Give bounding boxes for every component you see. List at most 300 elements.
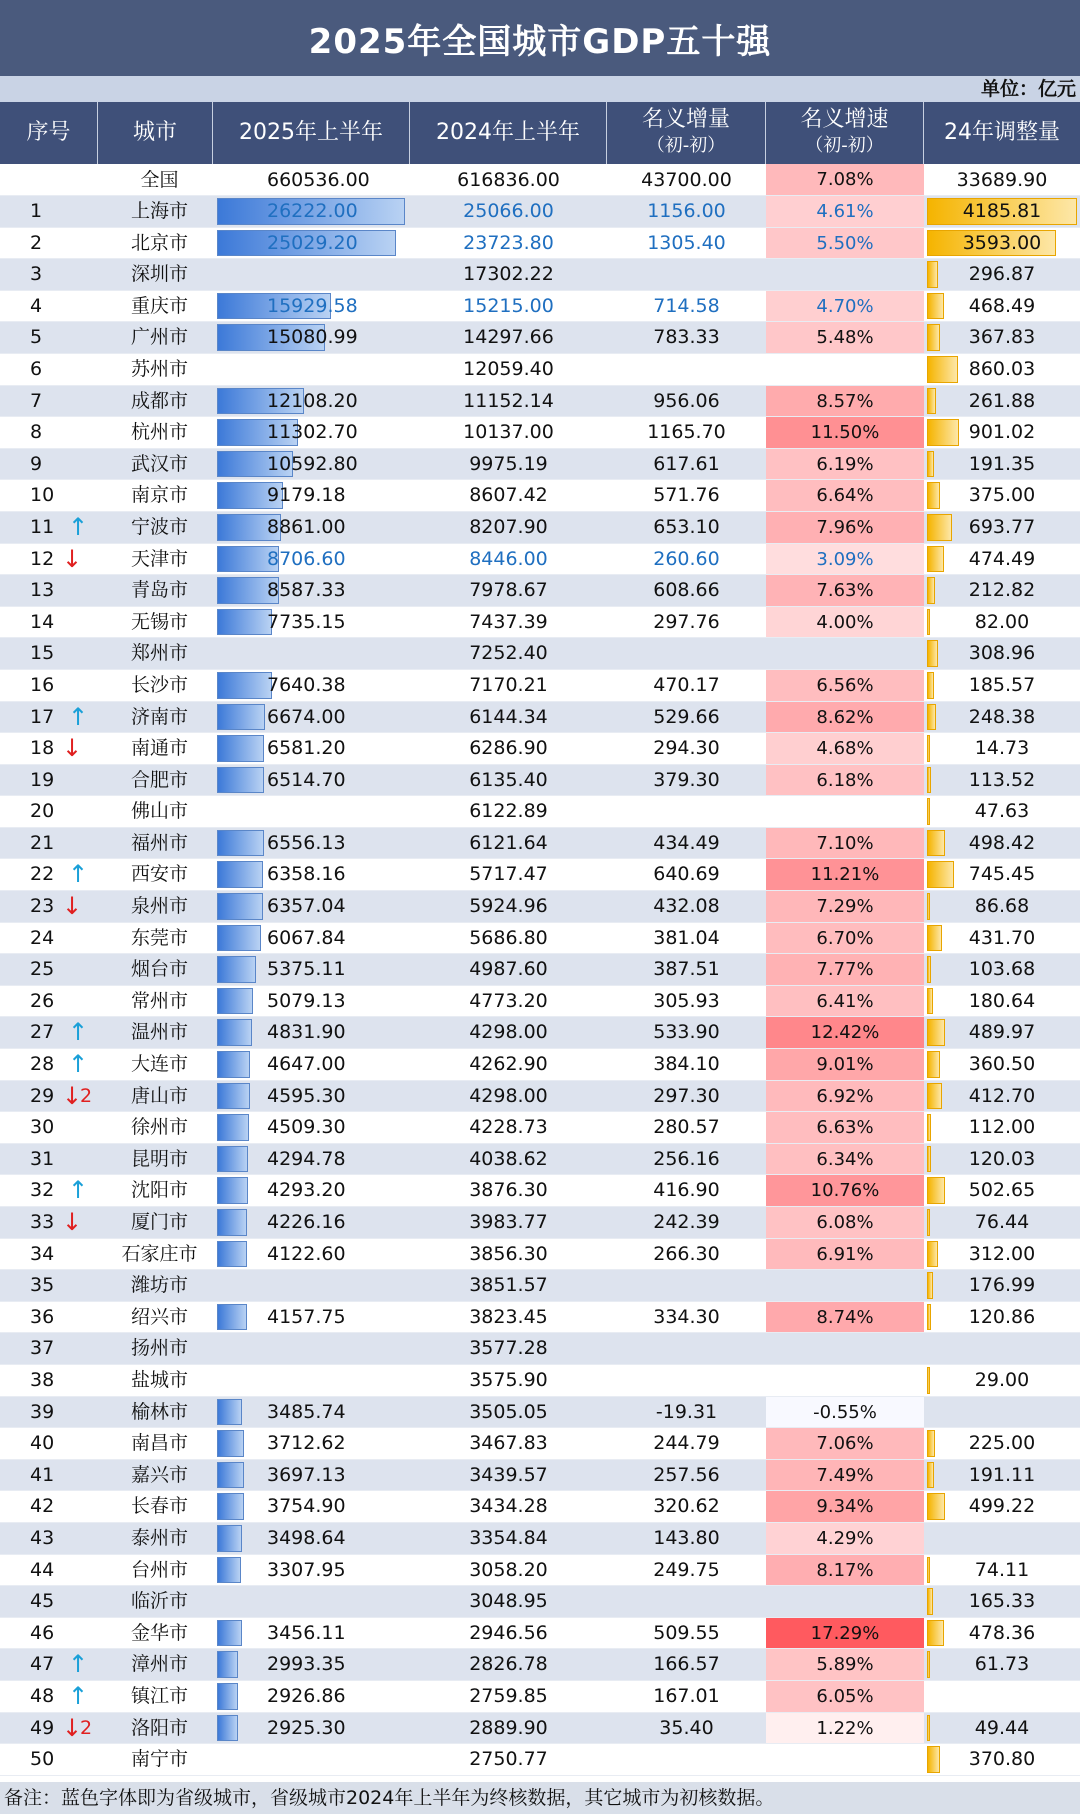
cur-cell — [213, 480, 410, 511]
cur-value — [213, 1337, 267, 1359]
inc-value: 640.69 — [653, 863, 720, 886]
rank-change-count: 2 — [80, 1716, 93, 1739]
adjustment-bar — [927, 640, 938, 667]
cur-cell — [213, 322, 410, 353]
prev-value: 8207.90 — [469, 515, 548, 538]
inc-cell — [607, 544, 766, 575]
cur-cell — [213, 512, 410, 543]
rate-cell — [766, 859, 924, 890]
rank-cell — [0, 1144, 98, 1175]
rank-number: 26 — [30, 989, 55, 1012]
table-row — [0, 1618, 1080, 1650]
rate-value: 6.18% — [816, 769, 874, 791]
adj-cell — [924, 1207, 1080, 1238]
adj-value: 745.45 — [968, 863, 1036, 886]
table-row — [0, 1428, 1080, 1460]
city-cell — [98, 828, 213, 859]
cur-cell — [213, 1397, 410, 1428]
adj-value: 498.42 — [968, 831, 1036, 854]
rank-number: 35 — [30, 1274, 55, 1297]
inc-value: 1305.40 — [647, 231, 726, 254]
city-name: 泉州市 — [130, 895, 188, 918]
prev-value: 3439.57 — [469, 1463, 548, 1486]
city-name: 绍兴市 — [130, 1305, 188, 1328]
rate-value: 5.48% — [816, 327, 874, 349]
adj-value: 261.88 — [968, 389, 1036, 412]
cur-cell — [213, 1365, 410, 1396]
rate-value: 4.68% — [816, 738, 874, 760]
adj-value: 120.03 — [968, 1147, 1036, 1170]
cur-cell — [213, 1175, 410, 1206]
table-row — [0, 1175, 1080, 1207]
rate-cell — [766, 354, 924, 385]
city-name: 大连市 — [130, 1053, 188, 1076]
prev-cell — [410, 1491, 607, 1522]
rank-cell — [0, 480, 98, 511]
prev-value: 12059.40 — [463, 357, 554, 380]
cur-value — [213, 1369, 267, 1391]
city-name: 佛山市 — [130, 800, 188, 823]
rate-cell — [766, 1649, 924, 1680]
prev-value: 2826.78 — [469, 1653, 548, 1676]
rank-number: 13 — [30, 579, 55, 602]
header-inc-label: 名义增量 — [641, 107, 730, 132]
inc-cell — [607, 1302, 766, 1333]
prev-cell — [410, 859, 607, 890]
inc-value: -19.31 — [655, 1400, 718, 1423]
inc-value: 280.57 — [653, 1116, 720, 1139]
rate-cell — [766, 1270, 924, 1301]
city-cell — [98, 1112, 213, 1143]
prev-value: 4228.73 — [469, 1116, 548, 1139]
rank-up-arrow-icon: ↑ — [68, 860, 89, 889]
rank-number: 43 — [30, 1526, 55, 1549]
rate-cell — [766, 1333, 924, 1364]
rank-up-arrow-icon: ↑ — [68, 1176, 89, 1205]
cur-value — [213, 800, 267, 822]
inc-cell — [607, 1586, 766, 1617]
inc-cell — [607, 1555, 766, 1586]
inc-value: 242.39 — [653, 1211, 720, 1233]
adj-cell — [924, 354, 1080, 385]
cur-cell — [213, 1649, 410, 1680]
cur-value: 8587.33 — [267, 579, 346, 602]
inc-cell — [607, 859, 766, 890]
rate-cell — [766, 1618, 924, 1649]
cur-value: 3307.95 — [267, 1558, 346, 1581]
inc-cell — [607, 417, 766, 448]
city-name: 上海市 — [130, 200, 188, 222]
rank-cell — [0, 1649, 98, 1680]
city-name: 杭州市 — [130, 421, 188, 444]
rate-value: 6.91% — [816, 1243, 874, 1265]
adjustment-bar — [927, 893, 930, 920]
rate-cell — [766, 607, 924, 638]
inc-cell — [607, 891, 766, 922]
city-name: 武汉市 — [130, 452, 188, 475]
rate-value: 7.77% — [816, 959, 874, 981]
inc-cell — [607, 1049, 766, 1080]
prev-value: 3876.30 — [469, 1179, 548, 1202]
rate-value: 6.08% — [816, 1212, 874, 1233]
rank-cell — [0, 1460, 98, 1491]
prev-value: 6121.64 — [469, 831, 548, 854]
adjustment-bar — [927, 451, 934, 478]
city-cell — [98, 544, 213, 575]
rate-cell — [766, 1713, 924, 1744]
inc-value: 434.49 — [653, 831, 720, 854]
prev-value: 17302.22 — [463, 263, 554, 286]
rate-value: 7.10% — [816, 832, 874, 854]
prev-cell — [410, 607, 607, 638]
rank-number: 9 — [30, 452, 43, 475]
rank-cell — [0, 1681, 98, 1712]
inc-cell — [607, 196, 766, 227]
city-cell — [98, 1618, 213, 1649]
adj-value: 499.22 — [968, 1495, 1036, 1518]
rank-cell — [0, 449, 98, 480]
inc-value: 249.75 — [653, 1558, 720, 1581]
table-row — [0, 1713, 1080, 1745]
rank-number: 17 — [30, 705, 55, 728]
cur-cell — [213, 796, 410, 827]
cur-value: 8861.00 — [267, 515, 346, 538]
city-name: 泰州市 — [130, 1526, 188, 1549]
rank-number: 14 — [30, 610, 55, 633]
adjustment-bar — [927, 1430, 935, 1457]
prev-cell — [410, 1649, 607, 1680]
cur-value: 6358.16 — [267, 863, 346, 886]
inc-value: 1156.00 — [647, 200, 726, 222]
rank-number: 39 — [30, 1400, 55, 1423]
inc-cell — [607, 1491, 766, 1522]
city-name: 榆林市 — [130, 1400, 188, 1423]
rank-number: 45 — [30, 1590, 55, 1613]
cur-cell — [213, 1586, 410, 1617]
adj-cell — [924, 196, 1080, 227]
rank-number: 29 — [30, 1084, 55, 1107]
rate-cell — [766, 1491, 924, 1522]
city-cell — [98, 1239, 213, 1270]
rank-cell — [0, 1586, 98, 1617]
adj-value: 367.83 — [968, 326, 1036, 349]
adj-value: 468.49 — [968, 294, 1036, 317]
prev-value: 9975.19 — [469, 452, 548, 475]
rate-cell — [766, 1365, 924, 1396]
rank-down-arrow-icon: ↓ — [62, 1208, 83, 1236]
cur-cell — [213, 1270, 410, 1301]
inc-cell — [607, 954, 766, 985]
city-name: 漳州市 — [130, 1653, 188, 1676]
table-row — [0, 859, 1080, 891]
cur-value: 4595.30 — [267, 1084, 346, 1107]
prev-cell — [410, 1428, 607, 1459]
adjustment-bar — [927, 1557, 930, 1584]
rate-value: 5.89% — [816, 1654, 874, 1676]
prev-value: 6286.90 — [469, 737, 548, 760]
city-cell — [98, 796, 213, 827]
city-cell — [98, 1397, 213, 1428]
adj-value: 308.96 — [968, 642, 1036, 665]
rank-cell — [0, 828, 98, 859]
cur-cell — [213, 386, 410, 417]
rank-number: 30 — [30, 1116, 55, 1139]
adj-cell — [924, 1713, 1080, 1744]
cur-value: 7735.15 — [267, 610, 346, 633]
adj-cell — [924, 512, 1080, 543]
city-name: 重庆市 — [130, 294, 188, 317]
table-row — [0, 986, 1080, 1018]
rate-cell — [766, 196, 924, 227]
city-cell — [98, 1491, 213, 1522]
inc-value: 617.61 — [653, 452, 720, 475]
prev-cell — [410, 1049, 607, 1080]
adj-value: 191.35 — [968, 452, 1036, 475]
city-cell — [98, 291, 213, 322]
prev-value: 6135.40 — [469, 768, 548, 791]
table-row — [0, 1302, 1080, 1334]
table-row — [0, 1460, 1080, 1492]
inc-value: 714.58 — [653, 294, 720, 317]
rank-cell — [0, 417, 98, 448]
cur-cell — [213, 607, 410, 638]
rate-cell — [766, 986, 924, 1017]
city-name: 唐山市 — [130, 1084, 188, 1107]
city-name: 扬州市 — [130, 1337, 188, 1360]
rank-number: 25 — [30, 958, 55, 981]
adj-value: 165.33 — [968, 1590, 1036, 1613]
city-cell — [98, 765, 213, 796]
city-cell — [98, 386, 213, 417]
city-cell — [98, 449, 213, 480]
rank-cell — [0, 1239, 98, 1270]
table-row — [0, 1081, 1080, 1113]
adj-value: 4185.81 — [962, 200, 1042, 222]
prev-value: 3983.77 — [469, 1211, 548, 1233]
rank-cell — [0, 512, 98, 543]
cur-cell — [213, 1081, 410, 1112]
cur-value: 4293.20 — [267, 1179, 346, 1202]
city-name: 天津市 — [130, 547, 188, 570]
rate-cell — [766, 733, 924, 764]
adj-cell — [924, 1491, 1080, 1522]
header-adj — [924, 102, 1080, 164]
cur-value: 9179.18 — [267, 484, 346, 507]
rate-value: 4.00% — [816, 611, 874, 633]
prev-cell — [410, 164, 607, 195]
rank-cell — [0, 1207, 98, 1238]
cur-cell — [213, 1017, 410, 1048]
prev-cell — [410, 828, 607, 859]
city-name: 青岛市 — [130, 579, 188, 602]
cur-cell — [213, 954, 410, 985]
cur-value — [213, 1274, 267, 1296]
cur-value: 2925.30 — [267, 1716, 346, 1739]
rank-change-count: 2 — [80, 1084, 93, 1107]
cur-cell — [213, 1744, 410, 1775]
inc-cell — [607, 702, 766, 733]
rank-number: 44 — [30, 1558, 55, 1581]
table-row-total — [0, 164, 1080, 196]
rank-cell — [0, 1270, 98, 1301]
cur-value — [213, 1748, 267, 1770]
prev-value: 2946.56 — [469, 1621, 548, 1644]
inc-cell — [607, 322, 766, 353]
adjustment-bar — [927, 546, 944, 573]
rank-number: 2 — [30, 231, 43, 254]
inc-cell — [607, 1175, 766, 1206]
city-cell — [98, 607, 213, 638]
city-cell — [98, 1428, 213, 1459]
table-row — [0, 1555, 1080, 1587]
city-cell — [98, 228, 213, 259]
adj-value: 76.44 — [974, 1211, 1030, 1233]
prev-value: 23723.80 — [463, 231, 554, 254]
inc-cell — [607, 449, 766, 480]
adj-cell — [924, 733, 1080, 764]
inc-value: 305.93 — [653, 989, 720, 1012]
rate-value: 6.41% — [816, 990, 874, 1012]
inc-value: 320.62 — [653, 1495, 720, 1518]
table-row — [0, 354, 1080, 386]
rank-number: 50 — [30, 1748, 55, 1771]
adjustment-bar — [927, 1746, 940, 1773]
adj-cell — [924, 449, 1080, 480]
city-cell — [98, 638, 213, 669]
inc-value: 334.30 — [653, 1305, 720, 1328]
rate-cell — [766, 575, 924, 606]
adjustment-bar — [927, 1146, 931, 1173]
cur-value: 10592.80 — [267, 452, 358, 475]
rank-number: 20 — [30, 800, 55, 823]
rank-cell — [0, 1365, 98, 1396]
prev-value: 4298.00 — [469, 1021, 548, 1044]
prev-cell — [410, 954, 607, 985]
cur-cell — [213, 1428, 410, 1459]
adjustment-bar — [927, 1304, 931, 1331]
adj-cell — [924, 1523, 1080, 1554]
city-cell — [98, 1144, 213, 1175]
rank-number: 15 — [30, 642, 55, 665]
rate-value: 4.61% — [816, 201, 874, 222]
inc-value: 297.76 — [653, 610, 720, 633]
adj-cell — [924, 1555, 1080, 1586]
prev-value: 3577.28 — [469, 1337, 548, 1360]
prev-cell — [410, 259, 607, 290]
adj-cell — [924, 765, 1080, 796]
rate-value: 8.57% — [816, 390, 874, 412]
adjustment-bar — [927, 861, 954, 888]
adj-value: 860.03 — [968, 357, 1036, 380]
rate-value: 7.96% — [816, 516, 874, 538]
cur-cell — [213, 702, 410, 733]
rank-number: 21 — [30, 831, 55, 854]
prev-cell — [410, 1112, 607, 1143]
inc-value: 470.17 — [653, 673, 720, 696]
inc-cell — [607, 1744, 766, 1775]
table-row — [0, 544, 1080, 576]
header-city-label: 城市 — [132, 120, 177, 145]
rate-cell — [766, 291, 924, 322]
adjustment-bar — [927, 1241, 938, 1268]
prev-cell — [410, 575, 607, 606]
city-cell — [98, 512, 213, 543]
rank-cell — [0, 702, 98, 733]
adj-value: 82.00 — [974, 610, 1030, 633]
adj-cell — [924, 228, 1080, 259]
cur-value — [213, 642, 267, 664]
cur-value: 6357.04 — [267, 895, 346, 918]
rank-number: 6 — [30, 357, 43, 380]
cur-value: 4294.78 — [267, 1147, 346, 1170]
adjustment-bar — [927, 1019, 945, 1046]
prev-value: 4773.20 — [469, 989, 548, 1012]
adj-value: 296.87 — [968, 263, 1036, 286]
inc-value: 256.16 — [653, 1147, 720, 1170]
rank-cell — [0, 259, 98, 290]
inc-value: 143.80 — [653, 1526, 720, 1549]
rate-cell — [766, 796, 924, 827]
inc-cell — [607, 670, 766, 701]
adj-value: 248.38 — [968, 705, 1036, 728]
cur-cell — [213, 1491, 410, 1522]
prev-cell — [410, 1017, 607, 1048]
prev-value: 3823.45 — [469, 1305, 548, 1328]
cur-value: 3456.11 — [267, 1621, 346, 1644]
city-cell — [98, 1175, 213, 1206]
rate-value: 7.49% — [816, 1464, 874, 1486]
cur-value: 6556.13 — [267, 831, 346, 854]
city-name: 金华市 — [130, 1621, 188, 1644]
header-prev-label: 2024年上半年 — [436, 120, 580, 145]
prev-value: 3434.28 — [469, 1495, 548, 1518]
table-row — [0, 1523, 1080, 1555]
inc-cell — [607, 1681, 766, 1712]
adj-value: 185.57 — [968, 673, 1036, 696]
rank-number: 16 — [30, 673, 55, 696]
rank-number: 3 — [30, 263, 43, 286]
adj-cell — [924, 638, 1080, 669]
rate-cell — [766, 228, 924, 259]
cur-value: 15080.99 — [267, 326, 358, 349]
table-row — [0, 1491, 1080, 1523]
inc-value: 783.33 — [653, 326, 720, 349]
prev-value: 616836.00 — [457, 169, 560, 191]
cur-value — [213, 1590, 267, 1612]
prev-cell — [410, 1239, 607, 1270]
rate-cell — [766, 386, 924, 417]
rate-value: 7.29% — [816, 896, 874, 918]
table-row — [0, 1681, 1080, 1713]
adj-cell — [924, 1081, 1080, 1112]
adj-cell — [924, 1586, 1080, 1617]
adj-value: 112.00 — [968, 1116, 1036, 1139]
adjustment-bar — [927, 1620, 944, 1647]
adj-cell — [924, 670, 1080, 701]
adj-cell — [924, 291, 1080, 322]
prev-value: 10137.00 — [463, 421, 554, 444]
cur-cell — [213, 544, 410, 575]
inc-value: 167.01 — [653, 1684, 720, 1707]
city-cell — [98, 702, 213, 733]
cur-cell — [213, 1144, 410, 1175]
header-inc-sub: （初-初） — [646, 135, 726, 156]
city-cell — [98, 670, 213, 701]
table-row — [0, 638, 1080, 670]
adj-cell — [924, 1144, 1080, 1175]
rate-value: 10.76% — [810, 1180, 880, 1202]
inc-cell — [607, 386, 766, 417]
